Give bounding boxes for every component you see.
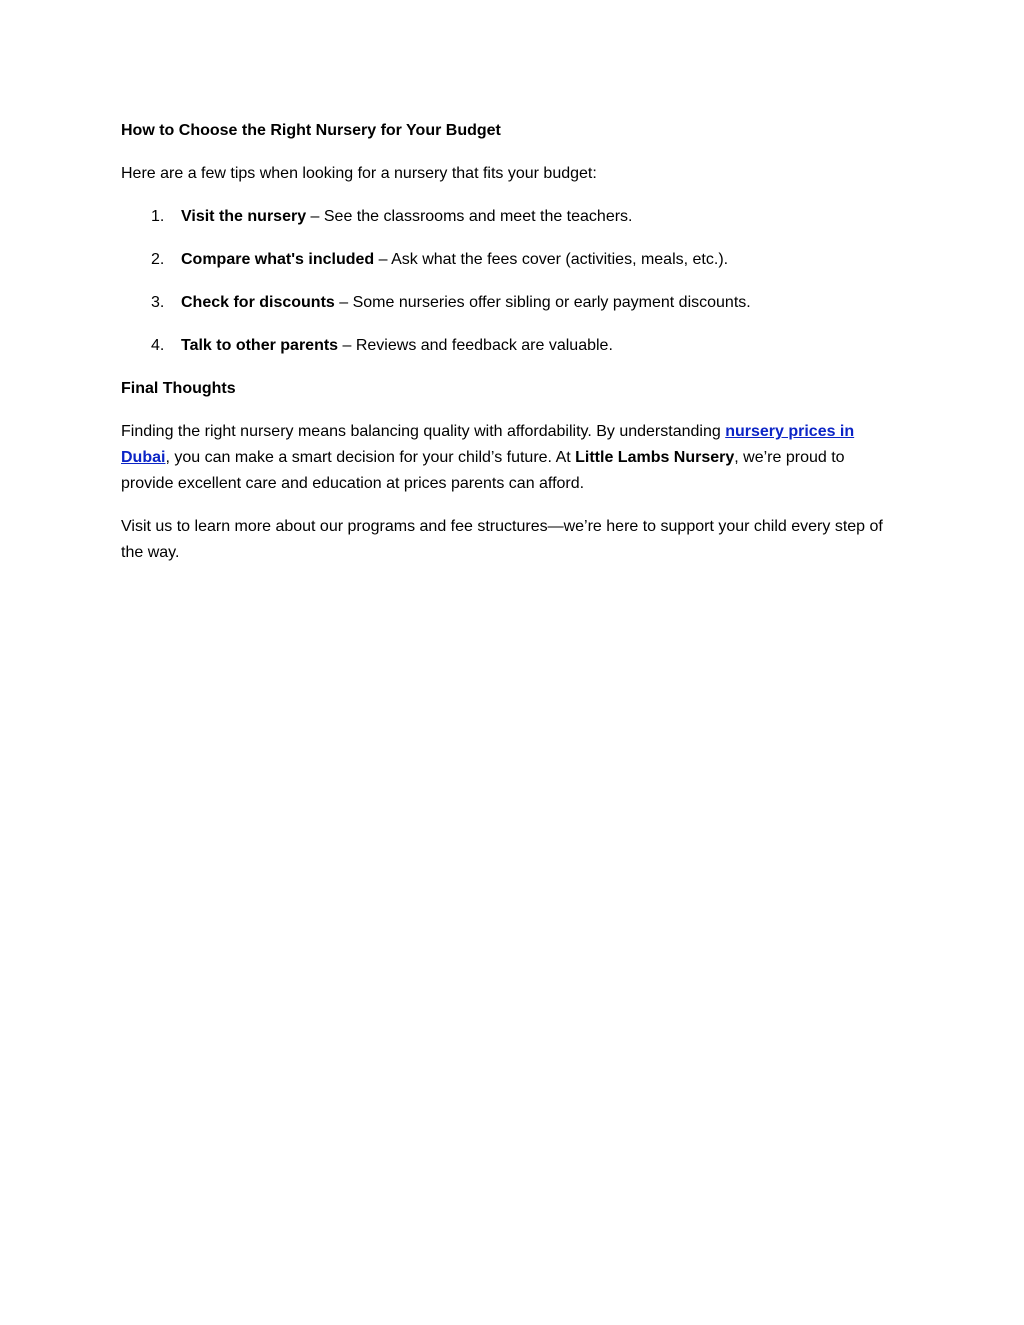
nursery-prices-link[interactable]: nursery prices in Dubai [121,423,855,466]
tip-text: – See the classrooms and meet the teachers. [306,208,633,225]
final-paragraph [121,419,901,497]
list-number: 3. [151,294,165,311]
closing-paragraph: Visit us to learn more about our programs and fee structures—we’re here to support your child every step of the way. [121,518,883,561]
tips-list [121,204,901,359]
tip-label: Compare what's included [181,251,375,268]
list-number: 2. [151,251,165,268]
list-number: 1. [151,208,165,225]
brand-name: Little Lambs Nursery [575,449,735,466]
tip-label: Visit the nursery [181,208,307,225]
document-title: How to Choose the Right Nursery for Your Budget [121,122,501,139]
list-item [121,290,901,316]
intro-paragraph: Here are a few tips when looking for a nursery that fits your budget: [121,165,597,182]
tip-text: – Reviews and feedback are valuable. [338,337,613,354]
list-number: 4. [151,337,165,354]
list-item [121,333,901,359]
document-body [121,118,901,583]
final-text-part3: , we’re proud to provide excellent care and education at prices parents can afford. [121,449,845,492]
tip-text: – Some nurseries offer sibling or early payment discounts. [334,294,751,311]
list-item [121,247,901,273]
tip-label: Check for discounts [181,294,335,311]
tip-label: Talk to other parents [181,337,339,354]
section-heading: Final Thoughts [121,380,236,397]
final-text-part1: Finding the right nursery means balancing quality with affordability. By understanding [121,423,726,440]
list-item [121,204,901,230]
final-text-part2: , you can make a smart decision for your child’s future. At [165,449,576,466]
tip-text: – Ask what the fees cover (activities, meals, etc.). [374,251,729,268]
